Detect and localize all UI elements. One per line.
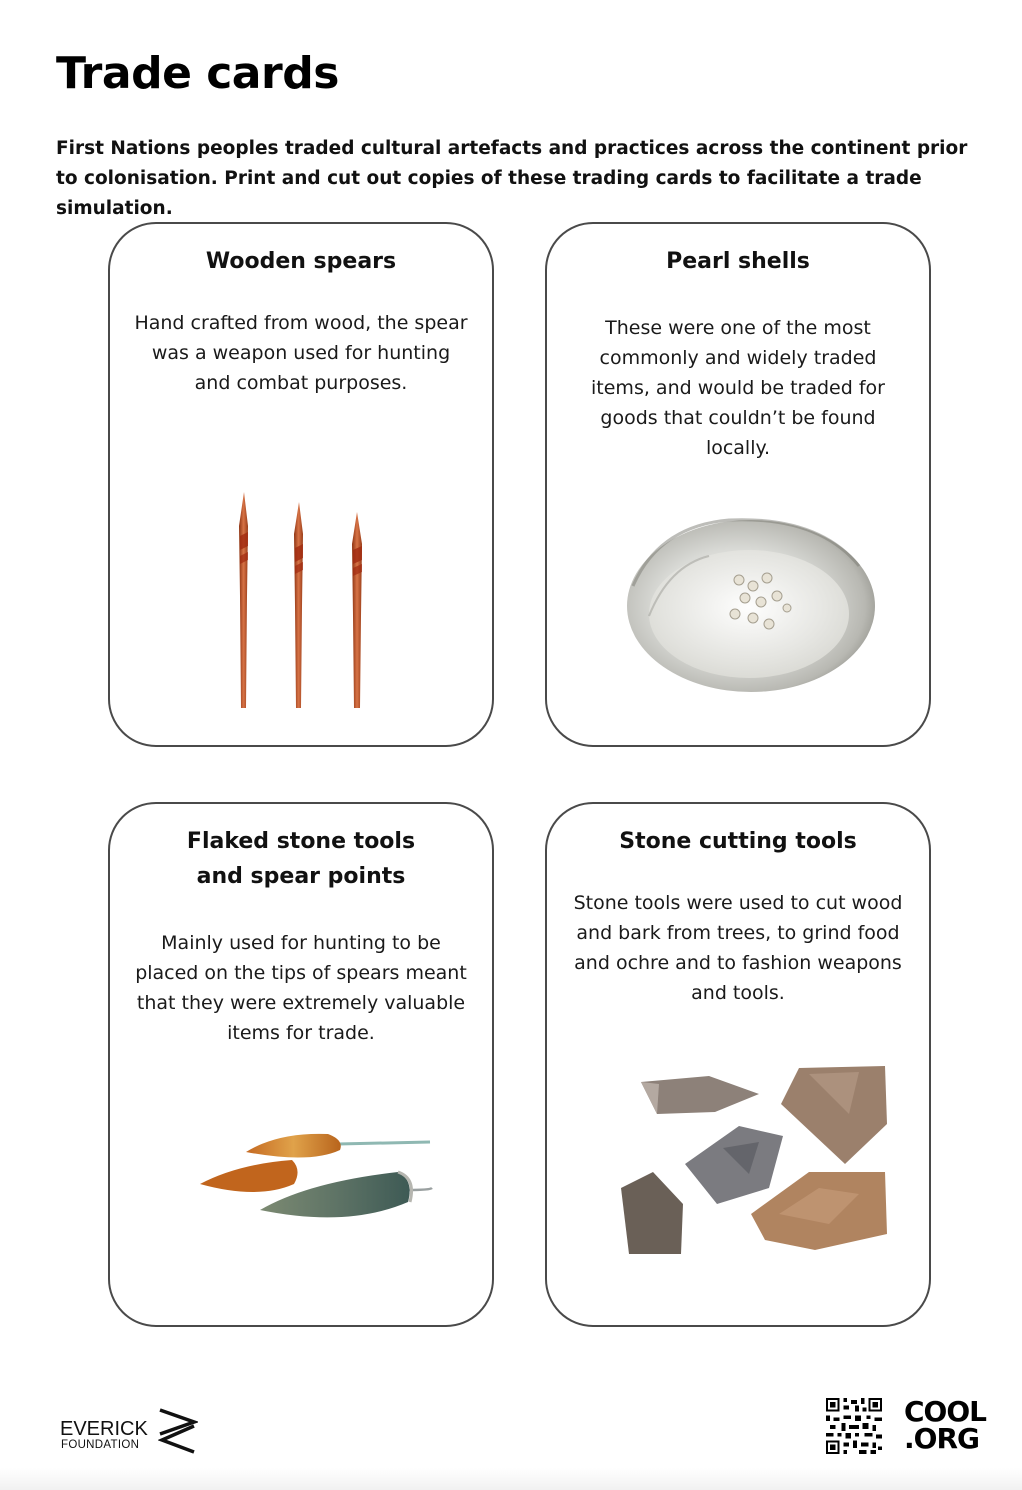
- logo-subtitle: FOUNDATION: [61, 1439, 140, 1451]
- card-title-line: and spear points: [196, 864, 406, 889]
- stone-tools-icon: [619, 1064, 889, 1254]
- page-bottom-edge: [0, 1468, 1022, 1490]
- card-description: Stone tools were used to cut wood and bark from trees, to grind food and ochre and to fashion weapons and tools.: [573, 892, 903, 1004]
- logo-line: .ORG: [904, 1422, 979, 1455]
- cool-org-logo: [904, 1396, 988, 1454]
- card-title-line: Flaked stone tools: [186, 829, 416, 854]
- trade-card-stone-cutting-tools: [545, 802, 931, 1327]
- everick-foundation-logo: [60, 1406, 200, 1458]
- logo-name: EVERICK: [60, 1418, 148, 1440]
- card-title: [110, 824, 492, 894]
- wooden-spears-icon: [220, 486, 390, 711]
- trade-card-wooden-spears: [108, 222, 494, 747]
- trade-card-flaked-stone-tools: [108, 802, 494, 1327]
- spear-points-icon: [198, 1124, 434, 1242]
- intro-paragraph: First Nations peoples traded cultural artefacts and practices across the continent prior to colonisation. Print and cut out copies of these trading cards to facilitate a trade simulation.: [56, 138, 968, 219]
- card-description: These were one of the most commonly and widely traded items, and would be traded for goods that couldn’t be found locally.: [591, 317, 885, 459]
- logo-line: COOL: [904, 1395, 986, 1428]
- pearl-shell-icon: [619, 506, 883, 696]
- card-title: Pearl shells: [666, 249, 810, 274]
- card-title: Wooden spears: [205, 249, 397, 274]
- card-description: Mainly used for hunting to be placed on the tips of spears meant that they were extremely valuable items for trade.: [135, 932, 467, 1044]
- page-title: Trade cards: [56, 48, 339, 99]
- chevron-stack-icon: [158, 1408, 198, 1456]
- trade-card-pearl-shells: [545, 222, 931, 747]
- card-title: Stone cutting tools: [619, 829, 857, 854]
- card-description: Hand crafted from wood, the spear was a weapon used for hunting and combat purposes.: [134, 312, 468, 394]
- qr-code-icon: [826, 1398, 882, 1454]
